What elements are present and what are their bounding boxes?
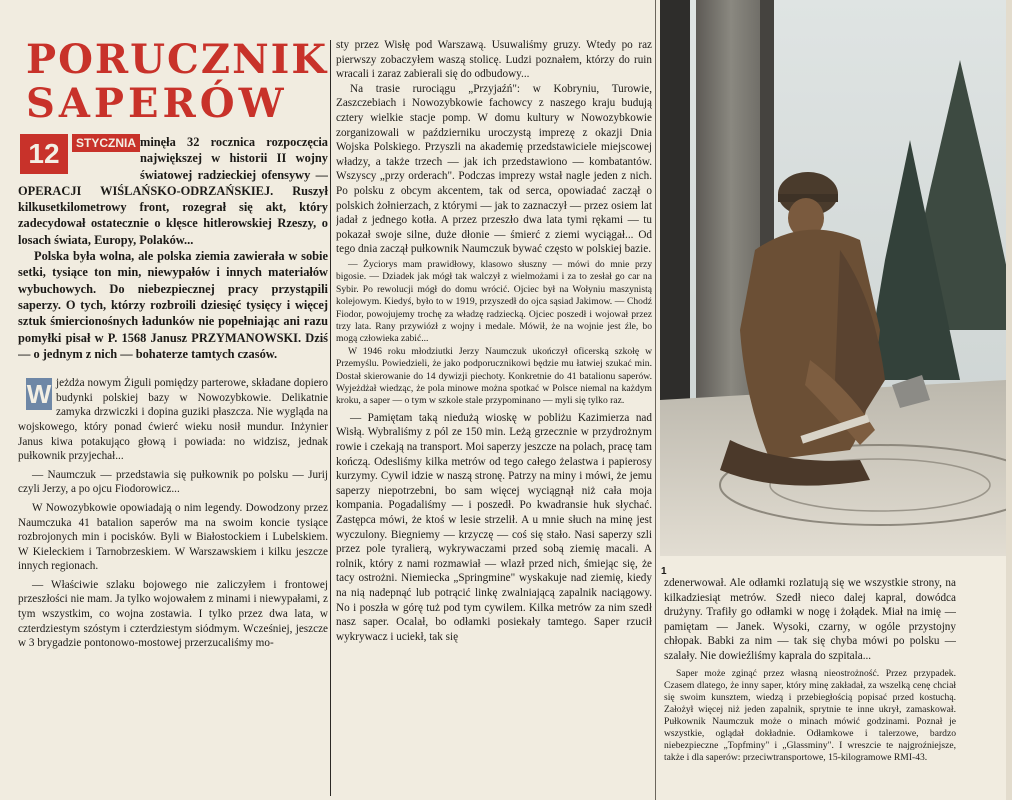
column-3-small-text [664,668,956,765]
article-lead [18,134,328,362]
photo-divider [655,0,656,800]
body-paragraph: — Naumczuk — przedstawia się pułkownik po polsku — Jurij czyli Jerzy, a po ojcu Fiodorowicz... [18,468,328,496]
date-badge [18,134,134,174]
monument-photo-image [660,0,1006,556]
column-divider [330,40,331,796]
column-2-body-a [336,38,652,257]
lead-paragraph: Polska była wolna, ale polska ziemia zawierała w sobie setki, tysiące ton min, niewypałów i innych materiałów wybuchowych. Do niebezpiecznej pracy przystąpili saperzy. O tych, którzy rozbroili dziesięć tysięcy i więcej sztuk śmiercionośnych ładunków nie popełniając ani razu pomyłki pisał w P. 1568 Janusz PRZYMANOWSKI. Dziś — o jednym z nich — bohaterze tamtych czasów. [18,249,328,361]
column-3-body [664,576,956,664]
body-paragraph: — Właściwie szlaku bojowego nie zaliczyłem i frontowej przeszłości nie mam. Ja tylko wojowałem z minami i niewypałami, z tym wszystkim, co wojna zostawia. I tylko przez dwa lata, w czterdziestym szóstym i czterdziestym siódmym. Wcześniej, jeszcze w 3 brygadzie pontonowo-mostowej przerzucaliśmy mo- [18,578,328,650]
lead-paragraph: minęła 32 rocznica rozpoczęcia największej w historii II wojny światowej radzieckiej ofensywy — OPERACJI WIŚLAŃSKO-ODRZAŃSKIEJ. Ruszył kilkusetkilometrowy front, rozegrał się akt, który zadecydował ostatecznie o klęsce hitlerowskiej Rzeszy, o losach świata, Europy, Polaków... [18,135,328,247]
small-paragraph: W 1946 roku młodziutki Jerzy Naumczuk ukończył oficerską szkołę w Przemyślu. Powiedzieli, że jako podporucznikowi będzie mu łatwiej szukać min. Dostał skierowanie do 14 dywizji piechoty. Konkretnie do 41 batalionu saperów. Wyjeżdżał wiedząc, że pola minowe można spotkać w Polsce niemal na każdym kroku, a saper — o tym w szkole stale przypominano — myli się tylko raz. [336,345,652,407]
sapper-monument-photo [660,0,1006,556]
page-edge [1006,0,1012,800]
body-paragraph: W jeżdża nowym Żiguli pomiędzy parterowe, składane dopiero budynki polskiej bazy w Nowozybkowie. Delikatnie zamyka drzwiczki i dopina guziki płaszcza. Nie wygląda na wojskowego, który ponad ćwierć wieku nosił mundur. Inżynier Janus kiwa potakująco głową i powiada: no widzisz, jednak pułkownik przyjechał... [18,377,328,463]
column-3 [664,576,956,800]
date-day: 12 [20,134,68,174]
article-title-line1: PORUCZNIK [26,36,328,83]
column-1 [18,36,328,796]
date-month: STYCZNIA [72,134,140,152]
small-paragraph: — Życiorys mam prawidłowy, klasowo słuszny — mówi do mnie przy bigosie. — Dziadek jak mógł tak walczył z wielmożami i za to zesłał go car na Sybir. Po rewolucji mógł do domu wrócić. Ojciec był na Wołyniu maszynistą kolejowym. Kiedyś, było to w 1919, przyszedł do ojca sąsiad Jakimow. — Chodź Fiodor, powojujemy trochę za władzę radziecką. Ojciec poszedł i wojował przez trzy lata. Rany przywiózł z wojny i medale. Mówił, że na wojnie jest źle, bo mogą człowieka zabić... [336,258,652,345]
photo-caption-number: 1 [661,566,667,577]
column-2-small-text [336,259,652,408]
article-title-line2: SAPERÓW [26,80,288,127]
body-paragraph: zdenerwował. Ale odłamki rozlatują się we wszystkie strony, na kilkadziesiąt metrów. Szedł nieco dalej kapral, dowódca drużyny. Trafiły go odłamki w nogę i żołądek. Miał na imię — pamiętam — Janek. Wysoki, czarny, w ogóle przystojny chłopak. Babki za nim — tak się chyba mówi po polsku — szalały. Nie dowieźliśmy kaprala do szpitala... [664,577,956,662]
body-paragraph: W Nowozybkowie opowiadają o nim legendy. Dowodzony przez Naumczuka 41 batalion saperów ma na swoim koncie tysiące rozbrojonych min i pocisków. Byli w Białostockiem i Lubelskiem. W Kieleckiem i Tarnobrzeskiem. W Warszawskiem i kilku jeszcze innych regionach. [18,501,328,573]
body-paragraph: Na trasie rurociągu „Przyjaźń": w Kobryniu, Turowie, Zaszczebiach i Nowozybkowie fachowcy z naszego kraju budują cztery wielkie stacje pomp. W domu kultury w Nowozybkowie zorganizowali w październiku uroczystą imprezę z okazji Dnia Wojska Polskiego. Przyszli na akademię przedstawiciele miejscowej władzy, a także trzech — jak ich przedstawiono — kombatantów. Wszyscy „przy orderach". Podczas imprezy wstał nagle jeden z nich. Po polsku z obcym akcentem, tak od serca, opowiadać zaczął o polskich żołnierzach, z którymi — jak to zaznaczył — przez osiem lat jadał z jednego kotła. A przez przeszło dwa lata tymi rękami — tu pokazał swoje silne, duże dłonie — śmierć z ziemi wyciągał... Od tego dnia zaczął pułkownik Naumczuk bywać często w polskiej bazie. [336,82,652,256]
body-paragraph: sty przez Wisłę pod Warszawą. Usuwaliśmy gruzy. Wtedy po raz pierwszy zobaczyłem waszą stolicę. Ludzi poznałem, którzy do ruin wracali i zaraz zabierali się do odbudowy... [336,39,652,81]
drop-cap: W [26,379,52,410]
body-paragraph: — Pamiętam taką niedużą wioskę w pobliżu Kazimierza nad Wisłą. Wybraliśmy z pól ze 150 min. Leżą grzecznie w przydrożnym rowie i czekają na transport. Moi saperzy jeszcze na polach, pracę tam kończą. Odesliśmy kilka metrów od tego całego żelastwa i papierosy kurzymy. Cywil idzie w naszą stronę. Patrzy na miny i mówi, że jemu saperzy niepotrzebni, bo sam więcej wyciągnął niż cała moja kompania. Pogadaliśmy — i poszedł. Po kwadransie huk słychać. Zastępca mówi, że ktoś w lesie strzelił. A u mnie słuch na minę jest wyczulony. Biegniemy — krzyczę — coś się stało. Nasi saperzy szli przez pole tyralierą, wykrywaczami przed sobą ziemię macali. A rolnik, który z nami rozmawiał — wlazł przed nich, śmiejąc się, że tacy ostrożni. Niemiecka „Springmine" wyskakuje nad ziemię, kiedy na nią nadepnąć lub potrącić linkę zwalniającą zapalnik naciągowy. No i poszła w górę tuż pod tym cywilem. Kilka metrów za nim szedł nasz saper. Ocalał, bo odłamki posiekały tamtego. Saper rzucił wykrywacz i uciekł, tak się [336,411,652,643]
column-1-body [18,376,328,651]
small-paragraph: Saper może zginąć przez własną nieostrożność. Przez przypadek. Czasem dlatego, że inny saper, który minę zakładał, za wszelką cenę chciał się swoim kunsztem, wiedzą i przebiegłością popisać przed kostuchą. Założył więcej niż jeden zapalnik, sprytnie te inne ukrył, zamaskował. Pułkownik Naumczuk może o minach mówić godzinami. Poznał je wszystkie, oglądał dokładnie. Odłamkowe i talerzowe, bardzo niebezpieczne „Topfminy" i „Glassminy". I wreszcie te najgroźniejsze, także i dla saperów: przeciwtransportowe, 15-kilogramowe RMI-43. [664,667,956,764]
column-2 [336,38,652,798]
column-2-body-b [336,411,652,645]
